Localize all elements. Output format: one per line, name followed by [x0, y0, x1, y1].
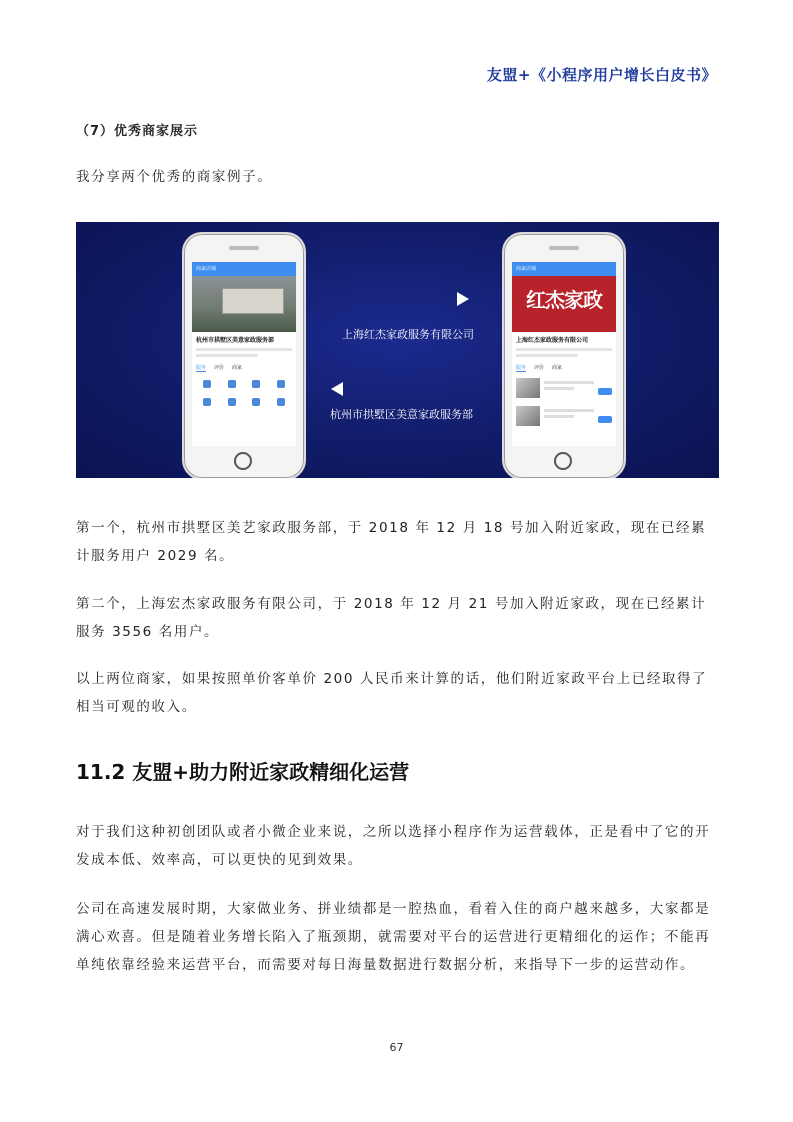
phone-screen-right	[512, 262, 616, 446]
service-icon	[221, 398, 244, 410]
placeholder-line	[196, 348, 292, 351]
arrow-left-icon	[331, 382, 343, 396]
shop-sign	[222, 288, 284, 314]
screen-tabs	[512, 360, 616, 374]
screen-title-bar: 商家店铺	[192, 262, 296, 276]
merchant-showcase-banner	[76, 222, 719, 478]
service-list-item	[512, 402, 616, 430]
page-number: 67	[389, 1041, 404, 1054]
service-button	[598, 388, 612, 395]
tab-service: 服务	[516, 365, 527, 371]
service-list-item	[512, 374, 616, 402]
service-text	[544, 378, 594, 398]
tab-merchant: 商家	[232, 365, 243, 371]
service-icon	[270, 380, 293, 392]
phone-mockup-right	[502, 232, 626, 478]
intro-paragraph: 我分享两个优秀的商家例子。	[76, 169, 273, 185]
shop-photo	[192, 276, 296, 332]
phone-speaker	[229, 246, 259, 250]
paragraph-merchant-1: 第一个，杭州市拱墅区美艺家政服务部，于 2018 年 12 月 18 号加入附近家政，现在已经累计服务用户 2029 名。	[76, 520, 707, 564]
arrow-right-icon	[457, 292, 469, 306]
tab-merchant: 商家	[552, 365, 563, 371]
shop-photo	[512, 276, 616, 332]
paragraph-merchant-2: 第二个，上海宏杰家政服务有限公司，于 2018 年 12 月 21 号加入附近家政，现在已经累计服务 3556 名用户。	[76, 596, 707, 640]
service-button	[598, 416, 612, 423]
phone-speaker	[549, 246, 579, 250]
service-text	[544, 406, 594, 426]
placeholder-line	[516, 354, 578, 357]
phone-home-button	[554, 452, 572, 470]
placeholder-line	[516, 348, 612, 351]
tab-service: 服务	[196, 365, 207, 371]
service-icon-grid	[192, 374, 296, 416]
paragraph-revenue: 以上两位商家，如果按照单价客单价 200 人民币来计算的话，他们附近家政平台上已经取得了相当可观的收入。	[76, 671, 708, 715]
service-icon	[245, 380, 268, 392]
tab-reviews: 评价	[534, 365, 545, 371]
section-heading: （7）优秀商家展示	[76, 124, 199, 139]
caption-hangzhou-company: 杭州市拱墅区美意家政服务部	[330, 408, 473, 421]
service-thumbnail	[516, 378, 540, 398]
shop-name: 杭州市拱墅区美意家政服务部	[196, 337, 275, 344]
service-icon	[245, 398, 268, 410]
caption-shanghai-company: 上海红杰家政服务有限公司	[342, 328, 474, 341]
screen-tabs	[192, 360, 296, 374]
shop-name: 上海红杰家政服务有限公司	[516, 337, 589, 344]
service-icon	[221, 380, 244, 392]
tab-reviews: 评价	[214, 365, 225, 371]
document-header-title: 友盟+《小程序用户增长白皮书》	[486, 66, 717, 84]
placeholder-line	[196, 354, 258, 357]
service-icon	[196, 398, 219, 410]
service-icon	[196, 380, 219, 392]
screen-title-bar: 商家店铺	[512, 262, 616, 276]
paragraph-operations: 公司在高速发展时期，大家做业务、拼业绩都是一腔热血，看着入住的商户越来越多，大家都是满心欢喜。但是随着业务增长陷入了瓶颈期，就需要对平台的运营进行更精细化的运作；不能再单纯依靠经验来运营平台，而需要对每日海量数据进行数据分析，来指导下一步的运营动作。	[76, 901, 711, 973]
paragraph-mini-program: 对于我们这种初创团队或者小微企业来说，之所以选择小程序作为运营载体，正是看中了它的开发成本低、效率高，可以更快的见到效果。	[76, 824, 711, 868]
phone-screen-left	[192, 262, 296, 446]
chapter-heading: 11.2 友盟+助力附近家政精细化运营	[76, 760, 410, 784]
service-thumbnail	[516, 406, 540, 426]
phone-home-button	[234, 452, 252, 470]
service-icon	[270, 398, 293, 410]
shop-sign-text: 红杰家政	[526, 288, 602, 312]
phone-mockup-left	[182, 232, 306, 478]
